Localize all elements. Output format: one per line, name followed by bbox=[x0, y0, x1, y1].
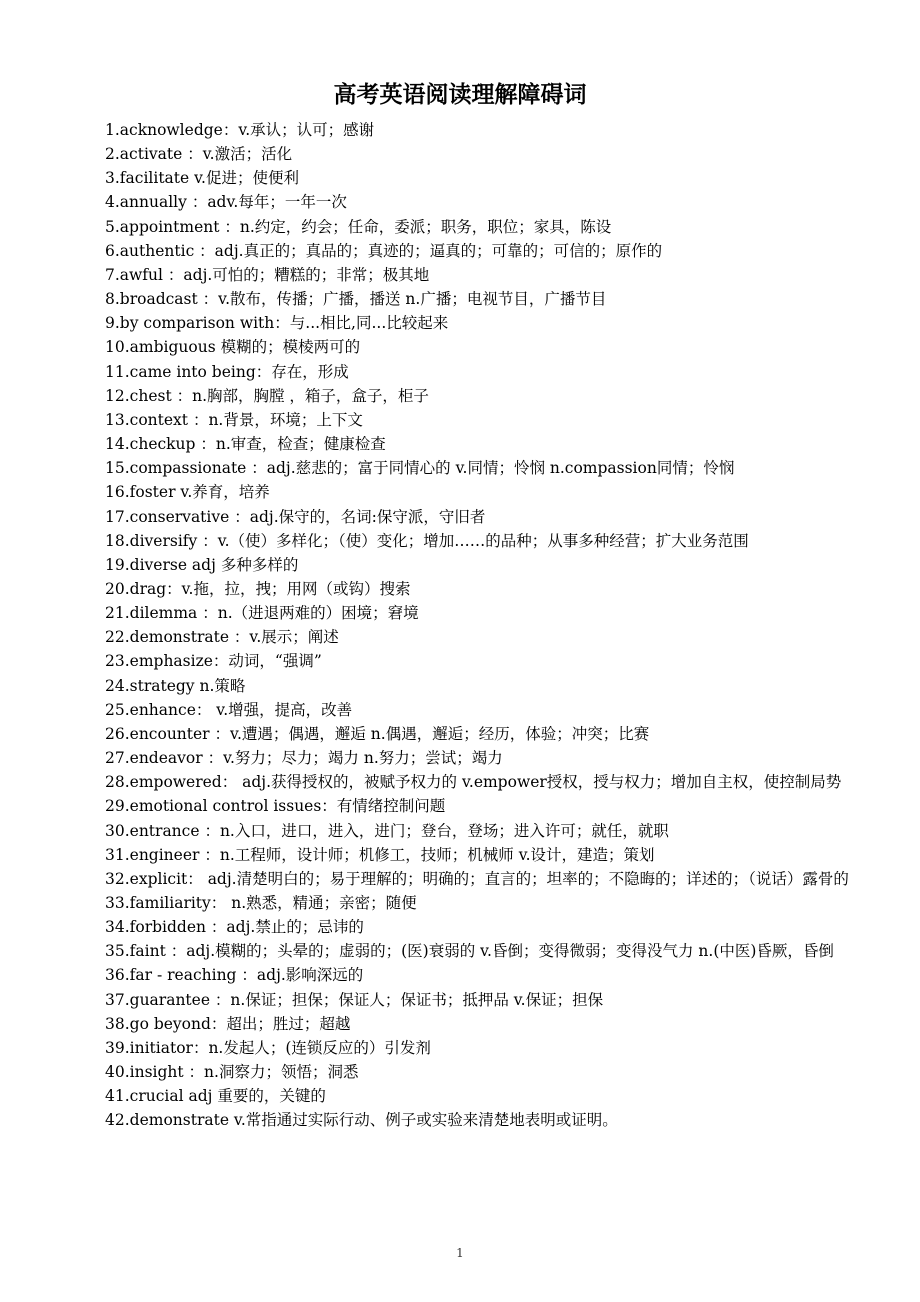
vocabulary-entry: 3.facilitate v.促进；使便利 bbox=[105, 169, 299, 188]
vocabulary-entry: 21.dilemma ：n.（进退两难的）困境；窘境 bbox=[105, 604, 419, 623]
vocabulary-entry: 8.broadcast ：v.散布，传播；广播，播送 n.广播；电视节目，广播节目 bbox=[105, 290, 607, 309]
vocabulary-entry: 40.insight ：n.洞察力；领悟；洞悉 bbox=[105, 1063, 359, 1082]
vocabulary-entry: 18.diversify ：v.（使）多样化；（使）变化；增加……的品种；从事多种经营；扩大业务范围 bbox=[105, 531, 749, 550]
vocabulary-entry: 20.drag：v.拖，拉，拽；用网（或钩）搜索 bbox=[105, 579, 411, 598]
vocabulary-entry: 24.strategy n.策略 bbox=[105, 676, 246, 695]
vocabulary-entry: 27.endeavor ：v.努力；尽力；竭力 n.努力；尝试；竭力 bbox=[105, 749, 503, 768]
vocabulary-entry: 11.came into being：存在，形成 bbox=[105, 362, 349, 381]
vocabulary-entry: 7.awful ：adj.可怕的；糟糕的；非常；极其地 bbox=[105, 265, 430, 284]
vocabulary-entry: 2.activate ：v.激活；活化 bbox=[105, 145, 293, 164]
vocabulary-entry: 1.acknowledge：v.承认；认可；感谢 bbox=[105, 121, 375, 139]
vocabulary-entry: 6.authentic ：adj.真正的；真品的；真迹的；逼真的；可靠的；可信的；原作的 bbox=[105, 241, 663, 260]
vocabulary-entry: 9.by comparison with：与...相比,同...比较起来 bbox=[105, 314, 449, 333]
vocabulary-entry: 37.guarantee ：n.保证；担保；保证人；保证书；抵押品 v.保证；担保 bbox=[105, 990, 604, 1009]
vocabulary-entry: 25.enhance： v.增强，提高，改善 bbox=[105, 700, 353, 719]
vocabulary-entry: 39.initiator：n.发起人；(连锁反应的）引发剂 bbox=[105, 1038, 431, 1057]
vocabulary-entry: 12.chest ：n.胸部，胸膛 ，箱子，盒子，柜子 bbox=[105, 386, 429, 405]
vocabulary-entry: 30.entrance ：n.入口，进口，进入，进门；登台，登场；进入许可；就任，就职 bbox=[105, 821, 669, 840]
vocabulary-entry: 31.engineer ：n.工程师，设计师；机修工，技师；机械师 v.设计，建造；策划 bbox=[105, 845, 655, 864]
vocabulary-entry: 36.far - reaching ：adj.影响深远的 bbox=[105, 966, 364, 985]
vocabulary-entry: 26.encounter ：v.遭遇；偶遇，邂逅 n.偶遇，邂逅；经历，体验；冲突；比赛 bbox=[105, 724, 650, 743]
vocabulary-entry: 41.crucial adj 重要的，关键的 bbox=[105, 1087, 326, 1106]
vocabulary-entry: 19.diverse adj 多种多样的 bbox=[105, 555, 299, 574]
vocabulary-entry: 29.emotional control issues：有情绪控制问题 bbox=[105, 797, 446, 816]
vocabulary-entry: 16.foster v.养育，培养 bbox=[105, 483, 270, 502]
vocabulary-entry: 13.context ：n.背景，环境；上下文 bbox=[105, 410, 363, 429]
vocabulary-entry: 32.explicit： adj.清楚明白的；易于理解的；明确的；直言的；坦率的；不隐晦的；详述的；（说话）露骨的 bbox=[105, 869, 849, 888]
vocabulary-entry: 14.checkup ：n.审查，检查；健康检查 bbox=[105, 435, 386, 454]
vocabulary-entry: 34.forbidden ：adj.禁止的；忌讳的 bbox=[105, 918, 364, 937]
vocabulary-entry: 28.empowered： adj.获得授权的，被赋予权力的 v.empower授权，授与权力；增加自主权，使控制局势 bbox=[105, 773, 842, 792]
vocabulary-entry: 4.annually ：adv.每年；一年一次 bbox=[105, 193, 347, 212]
vocabulary-entry: 5.appointment ：n.约定，约会；任命，委派；职务，职位；家具，陈设 bbox=[105, 217, 612, 236]
page-number: 1 bbox=[456, 1246, 464, 1260]
vocabulary-entry: 42.demonstrate v.常指通过实际行动、例子或实验来清楚地表明或证明。 bbox=[105, 1111, 618, 1130]
vocabulary-entry: 23.emphasize：动词，“强调” bbox=[105, 652, 322, 671]
vocabulary-entry: 35.faint ：adj.模糊的；头晕的；虚弱的；(医)衰弱的 v.昏倒；变得微弱；变得没气力 n.(中医)昏厥，昏倒 bbox=[105, 942, 834, 961]
vocabulary-entry: 15.compassionate ：adj.慈悲的；富于同情心的 v.同情；怜悯 n.compassion同情；怜悯 bbox=[105, 459, 735, 478]
vocabulary-entry: 33.familiarity： n.熟悉，精通；亲密；随便 bbox=[105, 894, 417, 912]
vocabulary-entry: 17.conservative ：adj.保守的，名词:保守派，守旧者 bbox=[105, 507, 486, 526]
vocabulary-entry: 38.go beyond：超出；胜过；超越 bbox=[105, 1014, 351, 1033]
page-title: 高考英语阅读理解障碍词 bbox=[333, 82, 587, 108]
vocabulary-entry: 22.demonstrate ：v.展示；阐述 bbox=[105, 628, 339, 647]
vocabulary-entry: 10.ambiguous 模糊的；模棱两可的 bbox=[105, 338, 361, 357]
vocabulary-list bbox=[70, 118, 854, 1133]
